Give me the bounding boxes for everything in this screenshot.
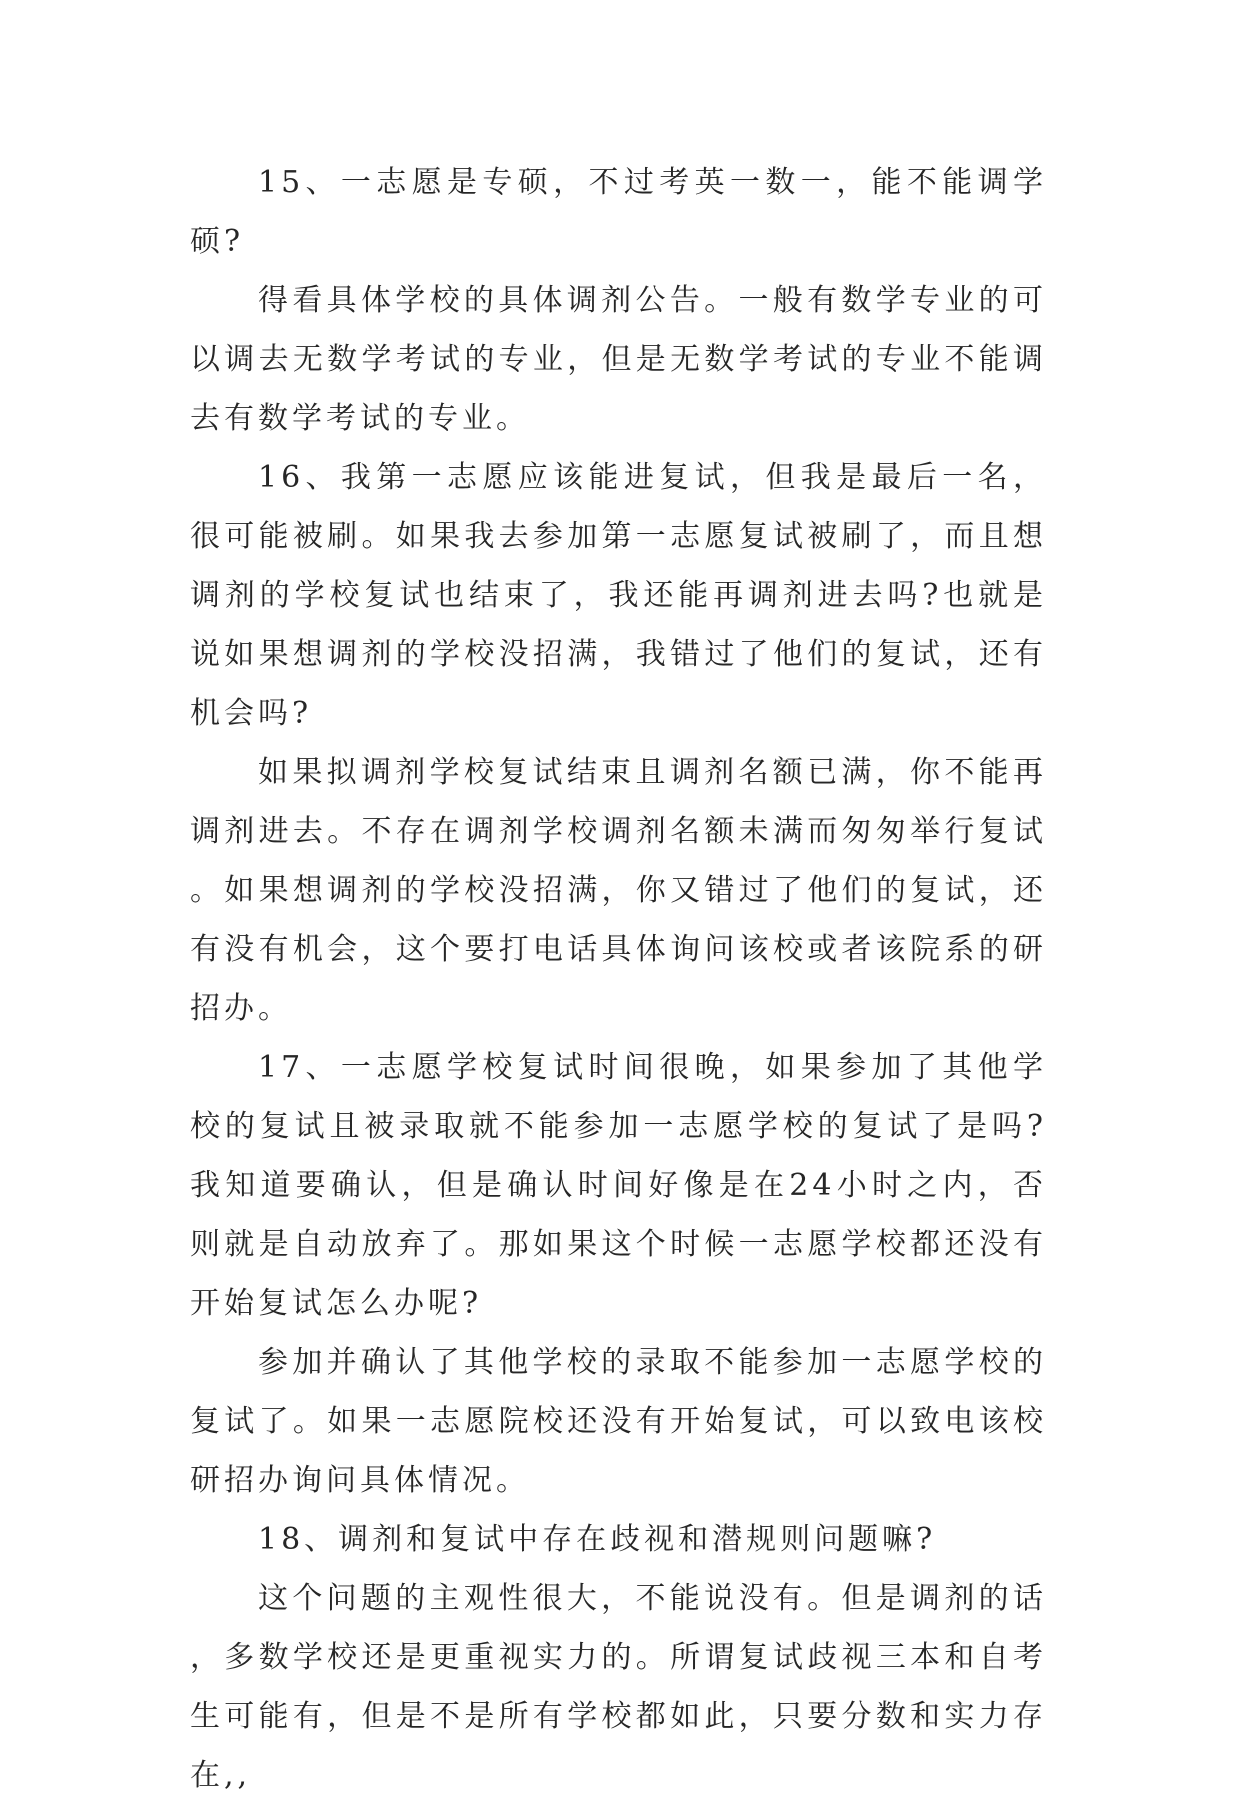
- question-18: 18、调剂和复试中存在歧视和潜规则问题嘛?: [258, 1522, 937, 1557]
- answer-15: 得看具体学校的具体调剂公告。一般有数学专业的可以调去无数学考试的专业，但是无数学考试的专业不能调去有数学考试的专业。: [190, 283, 1047, 436]
- question-16: 16、我第一志愿应该能进复试，但我是最后一名，很可能被刷。如果我去参加第一志愿复试被刷了，而且想调剂的学校复试也结束了，我还能再调剂进去吗?也就是说如果想调剂的学校没招满，我错过了他们的复试，还有机会吗?: [190, 460, 1047, 731]
- document-body: [190, 153, 1047, 1805]
- answer-16: 如果拟调剂学校复试结束且调剂名额已满，你不能再调剂进去。不存在调剂学校调剂名额未满而匆匆举行复试。如果想调剂的学校没招满，你又错过了他们的复试，还有没有机会，这个要打电话具体询问该校或者该院系的研招办。: [190, 755, 1047, 1026]
- answer-18: 这个问题的主观性很大，不能说没有。但是调剂的话，多数学校还是更重视实力的。所谓复试歧视三本和自考生可能有，但是不是所有学校都如此，只要分数和实力存在,,: [190, 1581, 1047, 1793]
- question-17: 17、一志愿学校复试时间很晚，如果参加了其他学校的复试且被录取就不能参加一志愿学校的复试了是吗?我知道要确认，但是确认时间好像是在24小时之内，否则就是自动放弃了。那如果这个时候一志愿学校都还没有开始复试怎么办呢?: [190, 1050, 1047, 1321]
- question-15: 15、一志愿是专硕，不过考英一数一，能不能调学硕?: [190, 165, 1047, 259]
- answer-17: 参加并确认了其他学校的录取不能参加一志愿学校的复试了。如果一志愿院校还没有开始复试，可以致电该校研招办询问具体情况。: [190, 1345, 1047, 1498]
